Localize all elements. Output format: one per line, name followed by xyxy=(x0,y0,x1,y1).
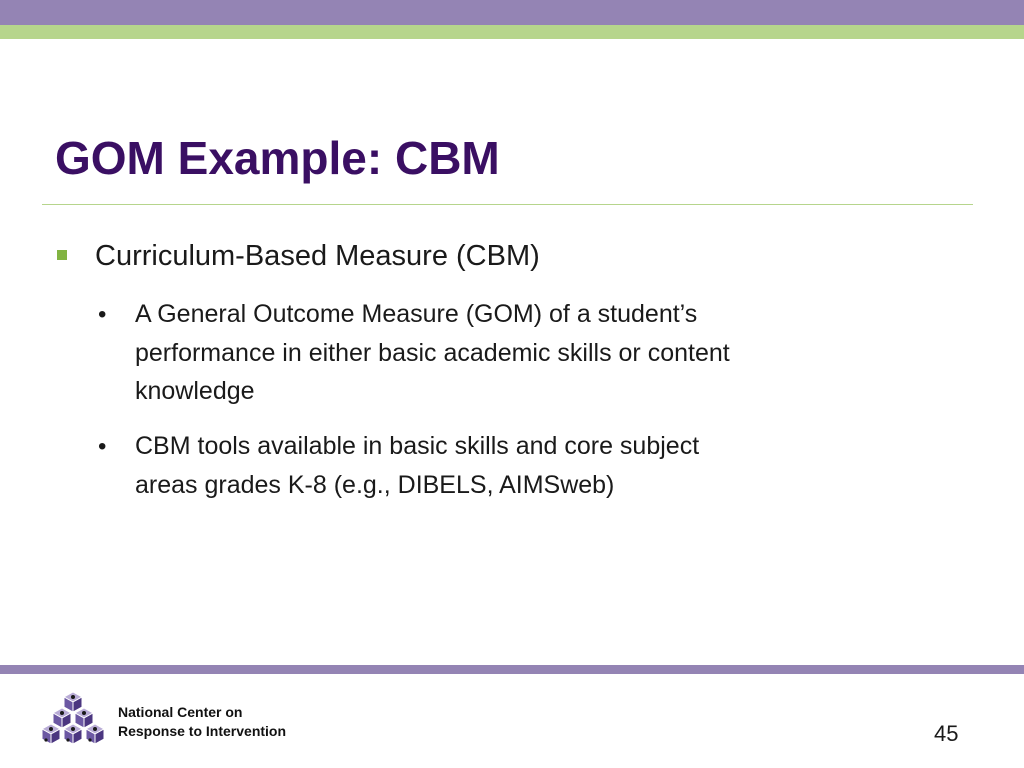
sub-bullet-line: A General Outcome Measure (GOM) of a student’s xyxy=(135,300,698,328)
bullet-level1-text: Curriculum-Based Measure (CBM) xyxy=(95,240,540,272)
top-accent-bar-purple xyxy=(0,0,1024,25)
sub-bullet-line: areas grades K-8 (e.g., DIBELS, AIMSweb) xyxy=(135,470,615,499)
page-number: 45 xyxy=(934,721,959,746)
sub-bullet-text-1 xyxy=(135,295,935,411)
organization-name xyxy=(118,703,286,741)
sub-bullet-marker: • xyxy=(98,433,107,460)
slide-title: GOM Example: CBM xyxy=(55,132,500,184)
bottom-accent-bar xyxy=(0,665,1024,674)
organization-name-line-2: Response to Intervention xyxy=(118,723,287,739)
title-divider xyxy=(42,204,973,205)
square-bullet-icon xyxy=(57,250,67,260)
sub-bullet-line: knowledge xyxy=(135,377,255,405)
organization-name-line-1: National Center on xyxy=(118,704,243,720)
top-accent-bar-green xyxy=(0,25,1024,39)
stacked-cubes-logo-icon xyxy=(38,690,108,752)
sub-bullet-line: CBM tools available in basic skills and core subject xyxy=(135,432,700,460)
sub-bullet-marker: • xyxy=(98,301,107,328)
sub-bullet-text-2 xyxy=(135,427,935,504)
sub-bullet-line: performance in either basic academic skills or content xyxy=(135,338,730,367)
